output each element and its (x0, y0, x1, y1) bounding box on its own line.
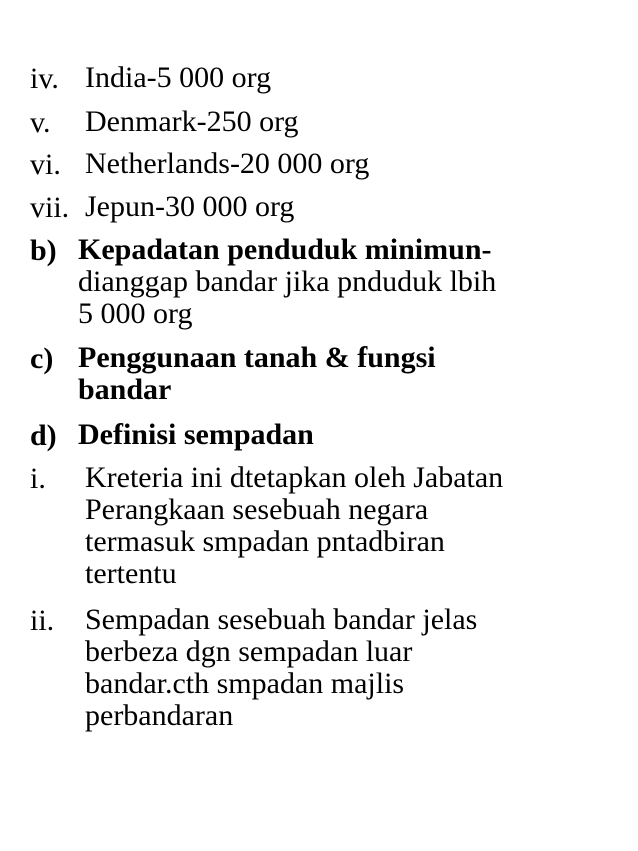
list-item-text: Sempadan sesebuah bandar jelas (85, 603, 478, 636)
list-marker: iv. (30, 62, 59, 95)
list-item-text: Denmark-250 org (85, 105, 299, 138)
section-heading: bandar (78, 373, 172, 406)
section-marker: b) (30, 234, 57, 267)
list-item-text: termasuk smpadan pntadbiran (85, 525, 445, 558)
list-marker: v. (30, 106, 51, 139)
section-heading: Penggunaan tanah & fungsi (78, 341, 436, 374)
section-marker: d) (30, 419, 57, 452)
list-item-text: tertentu (85, 557, 177, 590)
list-item-text: Netherlands-20 000 org (85, 147, 370, 180)
list-item-text: bandar.cth smpadan majlis (85, 667, 405, 700)
list-item-text: perbandaran (85, 699, 234, 732)
list-marker: ii. (30, 604, 55, 637)
list-item-text: India-5 000 org (85, 61, 272, 94)
section-heading: Kepadatan penduduk minimun- (78, 233, 492, 266)
section-heading: Definisi sempadan (78, 418, 314, 451)
section-marker: c) (30, 342, 54, 375)
list-marker: i. (30, 462, 46, 495)
list-item-text: Kreteria ini dtetapkan oleh Jabatan (85, 461, 504, 494)
list-item-text: Perangkaan sesebuah negara (85, 493, 429, 526)
section-text: dianggap bandar jika pnduduk lbih (78, 265, 497, 298)
list-item-text: berbeza dgn sempadan luar (85, 635, 413, 668)
list-marker: vii. (30, 191, 70, 224)
section-text: 5 000 org (78, 297, 193, 330)
list-item-text: Jepun-30 000 org (85, 190, 295, 223)
list-marker: vi. (30, 148, 61, 181)
